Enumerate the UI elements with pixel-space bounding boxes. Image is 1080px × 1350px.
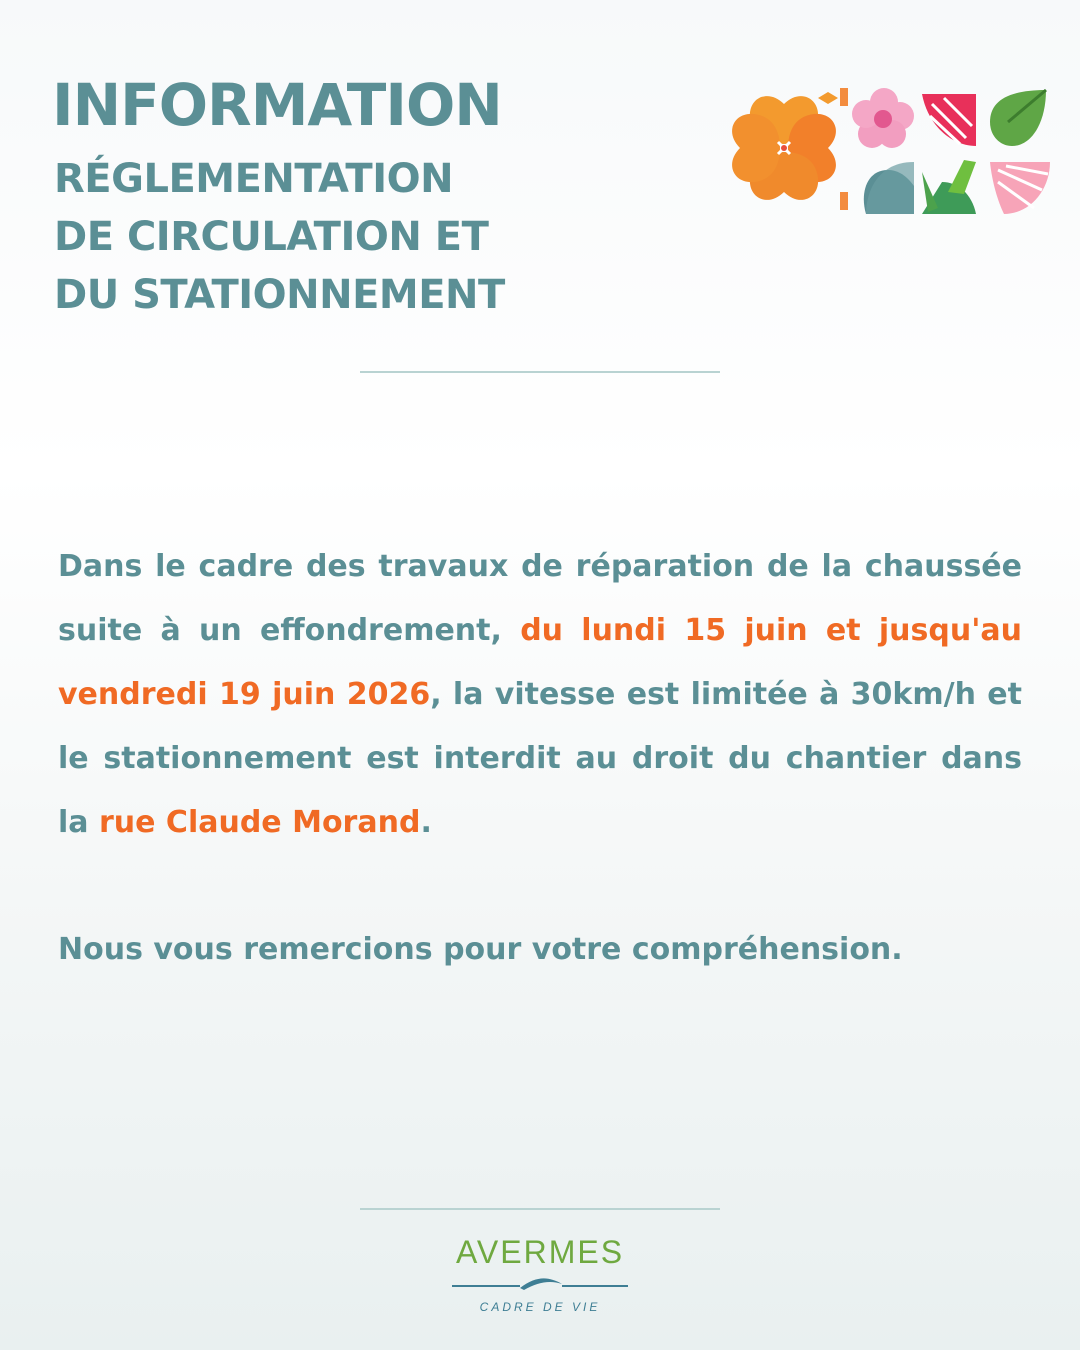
top-divider [360,371,720,373]
notice-text-3: . [420,805,432,840]
wave-icon [450,1274,630,1294]
notice-text-2: , la vitesse est limitée à 30km/h et le stationnement est interdit au droit du chantier dans la [58,677,1022,840]
pink-flower-icon [852,88,914,148]
red-fan-leaf-icon [922,94,976,146]
thanks-text: Nous vous remercions pour votre compréhension. [58,932,903,967]
subtitle-line-1: RÉGLEMENTATION [54,156,454,202]
notice-paragraph [58,535,1022,855]
page-subtitle [54,150,505,324]
subtitle-line-2: DE CIRCULATION ET [54,214,489,260]
logo-tagline: CADRE DE VIE [479,1300,601,1314]
subtitle-line-3: DU STATIONNEMENT [54,272,505,318]
orange-clover-icon [732,96,836,200]
green-leaves-icon [922,160,976,214]
page-title: INFORMATION [52,71,502,139]
notice-street: rue Claude Morand [98,805,421,840]
blue-heart-icon [864,162,914,214]
avermes-logo [440,1232,640,1314]
logo-brand: AVERMES [455,1234,625,1270]
bottom-divider [360,1208,720,1210]
pink-fan-icon [990,162,1050,214]
floral-decoration [716,82,1056,222]
green-leaf-icon [990,90,1046,146]
notice-dates: du lundi 15 juin et jusqu'au vendredi 19 juin 2026 [58,613,1022,712]
notice-text-1: Dans le cadre des travaux de réparation de la chaussée suite à un effondrement, [58,549,1022,648]
